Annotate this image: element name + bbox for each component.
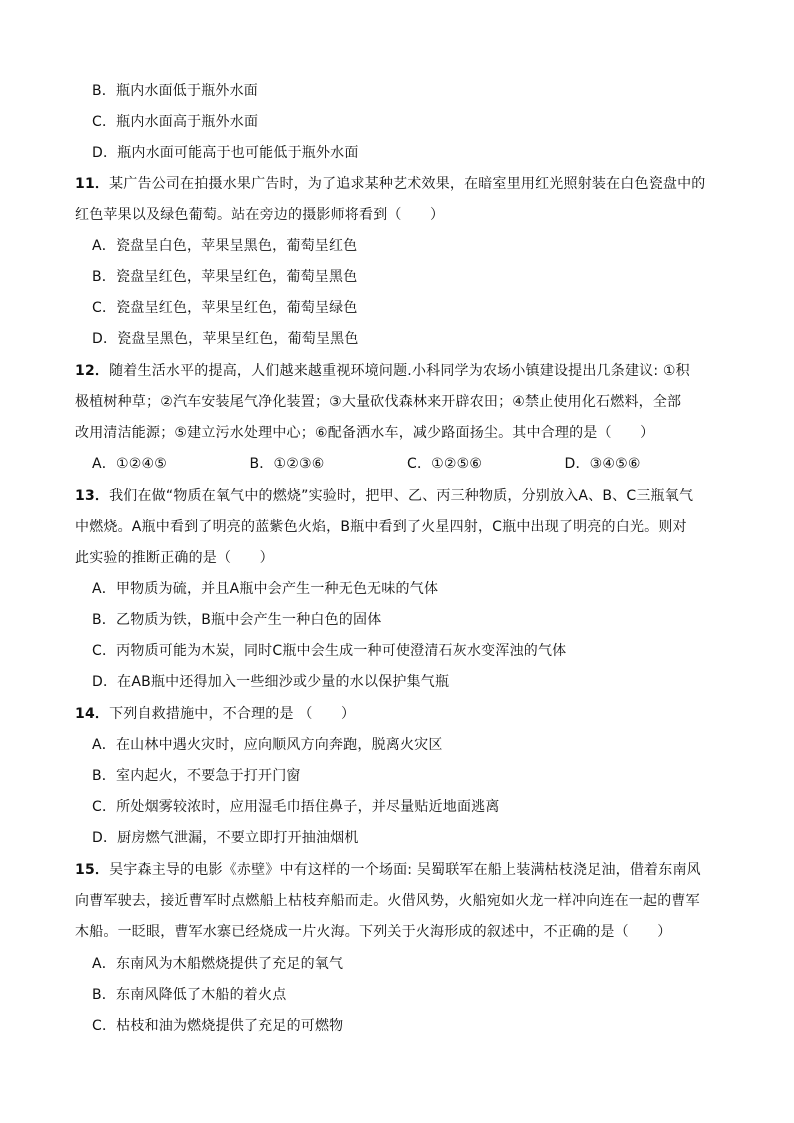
q13-stem-line-2: 中燃烧。A瓶中看到了明亮的蓝紫色火焰，B瓶中看到了火星四射，C瓶中出现了明亮的白光。则对 — [75, 519, 687, 535]
q13-stem-line-3: 此实验的推断正确的是（ ） — [75, 550, 274, 566]
q14-option-b: B．室内起火，不要急于打开门窗 — [92, 768, 301, 784]
q13-option-b: B．乙物质为铁，B瓶中会产生一种白色的固体 — [92, 612, 382, 628]
q15-number: 15． — [75, 862, 110, 878]
q15-option-c: C．枯枝和油为燃烧提供了充足的可燃物 — [92, 1018, 344, 1034]
q12-option-a: A．①②④⑤ — [92, 456, 167, 472]
q11-stem-line-2: 红色苹果以及绿色葡萄。站在旁边的摄影师将看到（ ） — [75, 207, 445, 223]
q11-number: 11． — [75, 176, 110, 192]
q15-stem-text-1: 吴宇森主导的电影《赤壁》中有这样的一个场面: 吴蜀联军在船上装满枯枝浇足油，借着东南风 — [109, 862, 701, 878]
q10-option-c: C．瓶内水面高于瓶外水面 — [92, 114, 259, 130]
q13-option-c: C．丙物质可能为木炭，同时C瓶中会生成一种可使澄清石灰水变浑浊的气体 — [92, 643, 567, 659]
q14-stem-line-1 — [75, 699, 722, 730]
q10-option-b: B．瓶内水面低于瓶外水面 — [92, 83, 259, 99]
q14-option-d: D．厨房燃气泄漏，不要立即打开抽油烟机 — [92, 830, 359, 846]
q15-option-a: A．东南风为木船燃烧提供了充足的氧气 — [92, 956, 344, 972]
q10-option-d: D．瓶内水面可能高于也可能低于瓶外水面 — [92, 145, 359, 161]
q15-stem-line-2: 向曹军驶去，接近曹军时点燃船上枯枝弃船而走。火借风势，火船宛如火龙一样冲向连在一起的曹军 — [75, 893, 700, 909]
q14-option-a: A．在山林中遇火灾时，应向顺风方向奔跑，脱离火灾区 — [92, 737, 443, 753]
q11-stem-text-1: 某广告公司在拍摄水果广告时，为了追求某种艺术效果，在暗室里用红光照射装在白色瓷盘中的 — [109, 176, 706, 192]
q13-stem-line-1 — [75, 481, 722, 512]
q13-option-d: D．在AB瓶中还得加入一些细沙或少量的水以保护集气瓶 — [92, 674, 450, 690]
q12-stem-line-3: 改用清洁能源；⑤建立污水处理中心；⑥配备洒水车，减少路面扬尘。其中合理的是（ ） — [75, 425, 655, 441]
q13-stem-text-1: 我们在做“物质在氧气中的燃烧”实验时，把甲、乙、丙三种物质，分别放入A、B、C三瓶氧气 — [109, 488, 694, 504]
q13-number: 13． — [75, 488, 110, 504]
q12-option-d: D．③④⑤⑥ — [564, 456, 641, 472]
q11-option-b: B．瓷盘呈红色，苹果呈红色，葡萄呈黑色 — [92, 269, 358, 285]
q12-options-row — [92, 449, 722, 480]
q12-number: 12． — [75, 363, 110, 379]
q12-option-b: B．①②③⑥ — [249, 456, 325, 472]
q12-stem-line-2: 极植树种草；②汽车安装尾气净化装置；③大量砍伐森林来开辟农田；④禁止使用化石燃料，全部 — [75, 394, 682, 410]
q12-stem-line-1 — [75, 356, 722, 387]
q12-option-c: C．①②⑤⑥ — [407, 456, 483, 472]
q15-option-b: B．东南风降低了木船的着火点 — [92, 987, 287, 1003]
q11-option-a: A．瓷盘呈白色，苹果呈黑色，葡萄呈红色 — [92, 238, 358, 254]
q11-stem-line-1 — [75, 169, 722, 200]
q15-stem-line-1 — [75, 855, 722, 886]
q11-option-d: D．瓷盘呈黑色，苹果呈红色，葡萄呈黑色 — [92, 331, 359, 347]
q11-option-c: C．瓷盘呈红色，苹果呈红色，葡萄呈绿色 — [92, 300, 358, 316]
q14-stem-text-1: 下列自救措施中，不合理的是 （ ） — [109, 706, 356, 722]
q13-option-a: A．甲物质为硫，并且A瓶中会产生一种无色无味的气体 — [92, 581, 439, 597]
q14-option-c: C．所处烟雾较浓时，应用湿毛巾捂住鼻子，并尽量贴近地面逃离 — [92, 799, 500, 815]
q14-number: 14． — [75, 706, 110, 722]
q12-stem-text-1: 随着生活水平的提高，人们越来越重视环境问题.小科同学为农场小镇建设提出几条建议: ①积 — [109, 363, 690, 379]
q15-stem-line-3: 木船。一眨眼，曹军水寨已经烧成一片火海。下列关于火海形成的叙述中，不正确的是（ ） — [75, 924, 672, 940]
